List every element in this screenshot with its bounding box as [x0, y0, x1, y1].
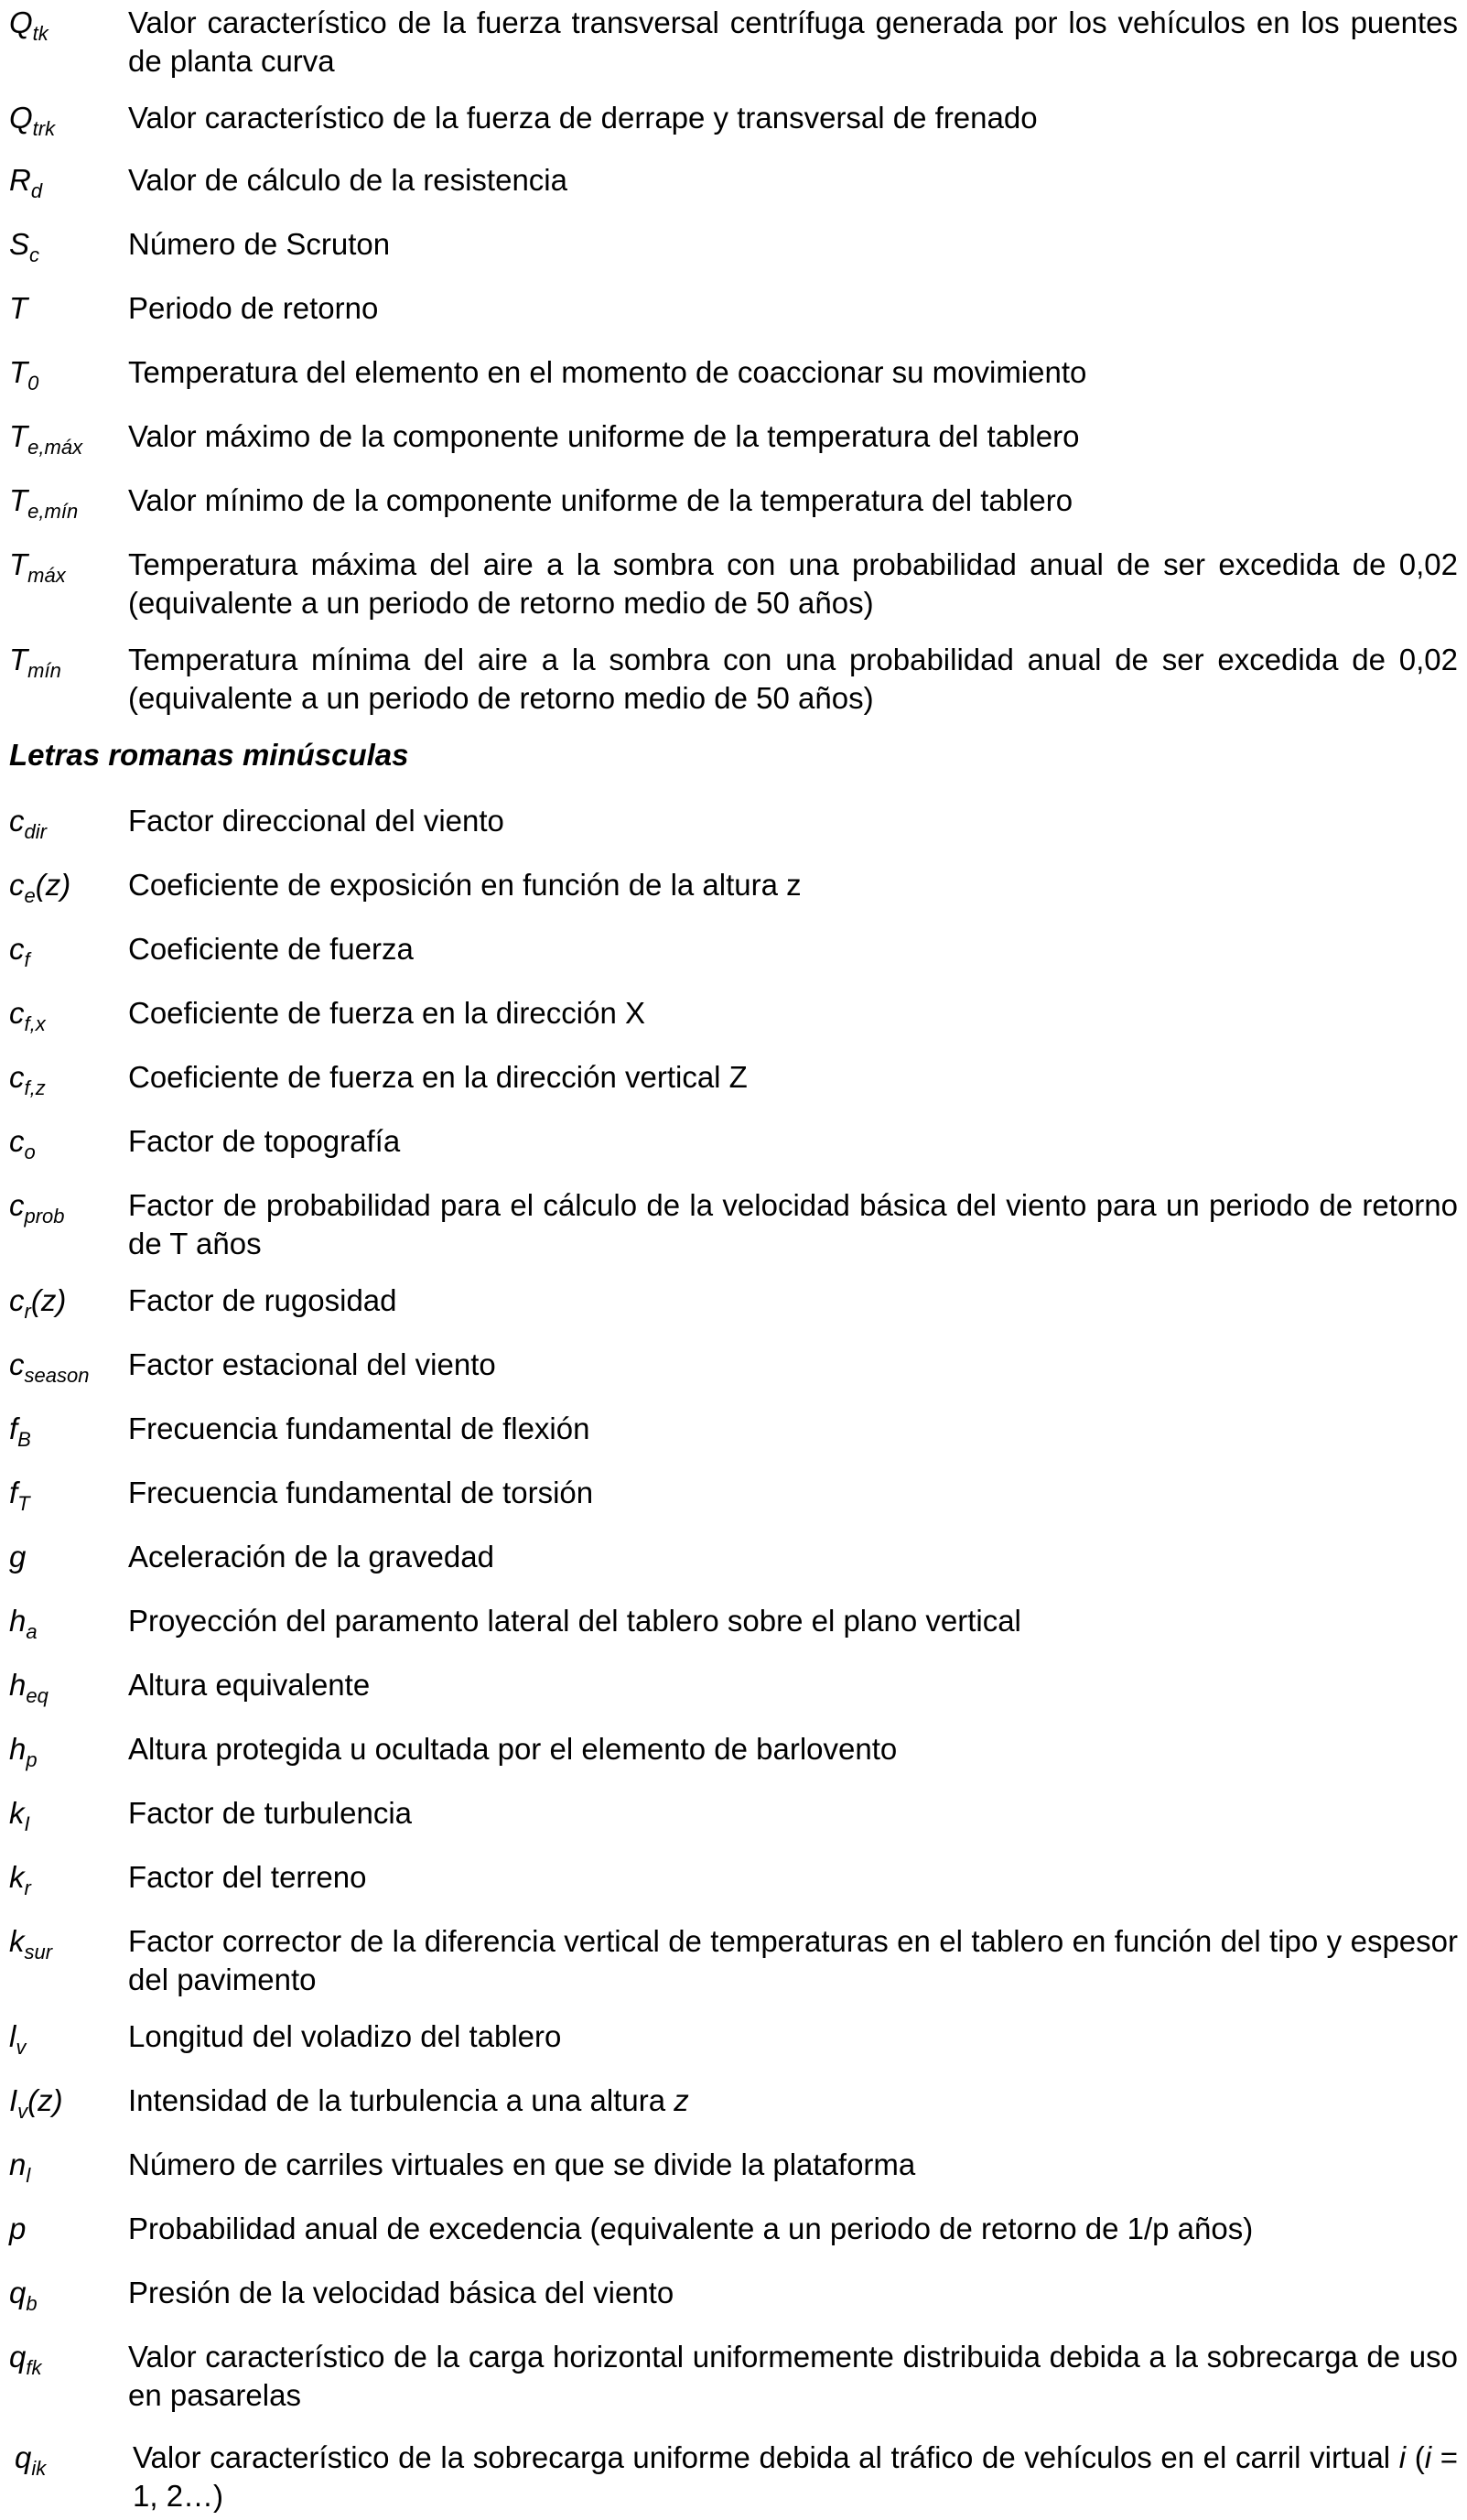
symbol: $T_0$ [9, 355, 39, 395]
symbol: g [9, 1540, 27, 1574]
symbol: $c_{f,z}$ [9, 1060, 46, 1099]
definition: Temperatura máxima del aire a la sombra con una probabilidad anual de ser excedida de 0,02 (equivalente a un periodo de retorno medio de 50 años) [128, 547, 1458, 620]
definition: Coeficiente de exposición en función de la altura z [128, 868, 802, 902]
symbol: $q_{ik}$ [15, 2440, 47, 2480]
symbol: $q_b$ [9, 2276, 38, 2315]
definition: Temperatura del elemento en el momento de coaccionar su movimiento [128, 355, 1087, 389]
symbol: $h_p$ [9, 1732, 38, 1771]
symbol: $S_c$ [9, 227, 40, 266]
symbol: $f_T$ [9, 1476, 30, 1515]
symbol: $l_v$ [9, 2019, 27, 2059]
definition: Frecuencia fundamental de torsión [128, 1476, 594, 1509]
symbol: $h_a$ [9, 1604, 38, 1643]
definition: Valor característico de la sobrecarga uniforme debida al tráfico de vehículos en el carril virtual i (i = 1, 2…) [133, 2440, 1458, 2513]
symbol: $f_B$ [9, 1411, 31, 1451]
symbol: $h_{eq}$ [9, 1668, 49, 1707]
definition: Coeficiente de fuerza en la dirección X [128, 996, 645, 1030]
symbol: $I_v(z)$ [9, 2083, 63, 2123]
definition: Periodo de retorno [128, 291, 379, 325]
symbol: $c_{dir}$ [9, 804, 47, 843]
symbol: $T_{e,mín}$ [9, 483, 79, 523]
symbol: $c_r(z)$ [9, 1283, 67, 1323]
symbol: $n_l$ [9, 2147, 31, 2187]
symbol: $T_{mín}$ [9, 643, 61, 682]
symbol: $R_d$ [9, 163, 43, 202]
definition: Factor direccional del viento [128, 804, 504, 838]
definition: Intensidad de la turbulencia a una altura z [128, 2083, 689, 2117]
section-heading: Letras romanas minúsculas [9, 738, 409, 772]
symbol: p [9, 2212, 27, 2245]
definition: Valor característico de la fuerza de derrape y transversal de frenado [128, 101, 1038, 135]
symbol: $Q_{trk}$ [9, 101, 56, 140]
symbol: $c_f$ [9, 932, 30, 971]
definition: Factor de turbulencia [128, 1796, 413, 1830]
definition: Factor estacional del viento [128, 1347, 496, 1381]
definition: Número de Scruton [128, 227, 391, 261]
symbol: $k_{sur}$ [9, 1924, 53, 1963]
symbol: $T_{e,máx}$ [9, 419, 83, 459]
definition: Valor característico de la carga horizontal uniformemente distribuida debida a la sobrecarga de uso en pasarelas [128, 2340, 1458, 2412]
definition: Valor característico de la fuerza transversal centrífuga generada por los vehículos en los puentes de planta curva [128, 5, 1458, 78]
definition: Factor corrector de la diferencia vertical de temperaturas en el tablero en función del tipo y espesor del pavimento [128, 1924, 1458, 1996]
definition: Coeficiente de fuerza en la dirección vertical Z [128, 1060, 748, 1094]
definition: Probabilidad anual de excedencia (equivalente a un periodo de retorno de 1/p años) [128, 2212, 1254, 2245]
symbol: $c_{prob}$ [9, 1188, 65, 1228]
definition: Factor de topografía [128, 1124, 401, 1158]
symbol: $c_{f,x}$ [9, 996, 46, 1035]
symbol: $q_{fk}$ [9, 2340, 42, 2379]
definition: Altura protegida u ocultada por el elemento de barlovento [128, 1732, 898, 1766]
symbol: $T_{máx}$ [9, 547, 66, 587]
definition: Valor de cálculo de la resistencia [128, 163, 567, 197]
symbol: T [9, 291, 28, 325]
definition: Factor de probabilidad para el cálculo de la velocidad básica del viento para un periodo de retorno de T años [128, 1188, 1458, 1260]
symbol: $c_e(z)$ [9, 868, 71, 907]
symbol: $c_o$ [9, 1124, 36, 1163]
definition: Coeficiente de fuerza [128, 932, 414, 966]
definition: Aceleración de la gravedad [128, 1540, 494, 1574]
symbol: $k_r$ [9, 1860, 31, 1899]
definition: Factor de rugosidad [128, 1283, 397, 1317]
definition: Valor mínimo de la componente uniforme de la temperatura del tablero [128, 483, 1073, 517]
definition: Frecuencia fundamental de flexión [128, 1411, 590, 1445]
definition: Presión de la velocidad básica del viento [128, 2276, 674, 2309]
definition: Factor del terreno [128, 1860, 367, 1894]
symbol: $k_I$ [9, 1796, 30, 1835]
definition: Número de carriles virtuales en que se divide la plataforma [128, 2147, 916, 2181]
definition: Temperatura mínima del aire a la sombra con una probabilidad anual de ser excedida de 0,02 (equivalente a un periodo de retorno medio de 50 años) [128, 643, 1458, 715]
definition: Valor máximo de la componente uniforme de la temperatura del tablero [128, 419, 1080, 453]
definition: Proyección del paramento lateral del tablero sobre el plano vertical [128, 1604, 1021, 1638]
definition: Longitud del voladizo del tablero [128, 2019, 562, 2053]
symbol: $Q_{tk}$ [9, 5, 49, 45]
symbol: $c_{season}$ [9, 1347, 90, 1387]
definition: Altura equivalente [128, 1668, 371, 1702]
